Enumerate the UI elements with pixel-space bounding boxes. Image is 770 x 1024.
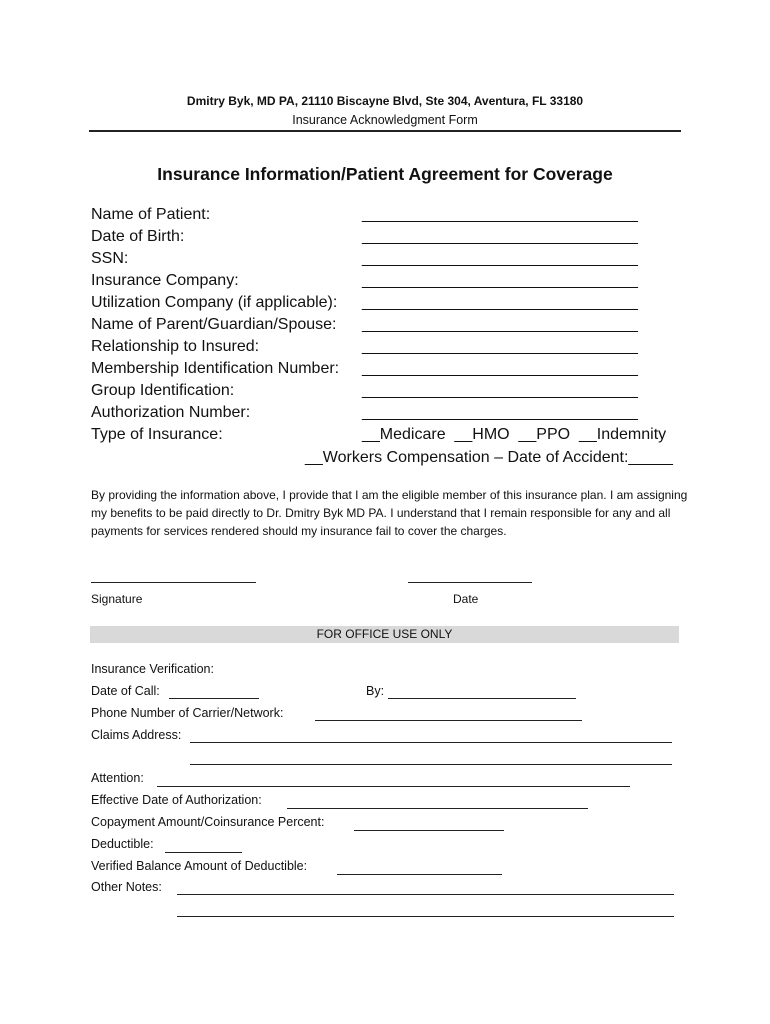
attention-label: Attention: xyxy=(91,771,144,785)
deductible-line[interactable] xyxy=(165,852,242,853)
type-of-insurance-label: Type of Insurance: xyxy=(91,426,223,443)
insurance-company-label: Insurance Company: xyxy=(91,272,239,289)
signature-label: Signature xyxy=(91,592,143,606)
signature-line[interactable] xyxy=(91,582,256,583)
date-of-birth-label: Date of Birth: xyxy=(91,228,185,245)
form-title: Insurance Information/Patient Agreement for Coverage xyxy=(157,164,613,184)
parent-guardian-spouse-field[interactable]: _______________________________ xyxy=(362,316,638,333)
claims-address-line-2[interactable] xyxy=(190,764,672,765)
relationship-label: Relationship to Insured: xyxy=(91,338,260,355)
effective-date-label: Effective Date of Authorization: xyxy=(91,793,262,807)
effective-date-line[interactable] xyxy=(287,808,588,809)
attention-line[interactable] xyxy=(157,786,630,787)
parent-guardian-spouse-label: Name of Parent/Guardian/Spouse: xyxy=(91,316,337,333)
phone-number-label: Phone Number of Carrier/Network: xyxy=(91,706,284,720)
insurance-type-options[interactable]: __Medicare __HMO __PPO __Indemnity xyxy=(362,426,667,443)
insurance-verification-label: Insurance Verification: xyxy=(91,662,214,676)
membership-id-field[interactable]: _______________________________ xyxy=(362,360,638,377)
other-notes-label: Other Notes: xyxy=(91,880,162,894)
date-line[interactable] xyxy=(408,582,532,583)
membership-id-label: Membership Identification Number: xyxy=(91,360,340,377)
date-of-birth-field[interactable]: _______________________________ xyxy=(362,228,638,245)
by-line[interactable] xyxy=(388,698,576,699)
copay-label: Copayment Amount/Coinsurance Percent: xyxy=(91,815,325,829)
by-label: By: xyxy=(366,684,385,698)
utilization-company-label: Utilization Company (if applicable): xyxy=(91,294,338,311)
form-name: Insurance Acknowledgment Form xyxy=(292,113,478,127)
practice-header: Dmitry Byk, MD PA, 21110 Biscayne Blvd, Ste 304, Aventura, FL 33180 xyxy=(186,94,584,108)
agreement-text: By providing the information above, I provide that I am the eligible member of this insurance plan. I am assigning my benefits to be paid directly to Dr. Dmitry Byk MD PA. I understand that I remain responsible for any and all payments for services rendered should my insurance fail to cover the charges. xyxy=(91,488,688,538)
copay-line[interactable] xyxy=(354,830,504,831)
ssn-label: SSN: xyxy=(91,250,129,267)
relationship-field[interactable]: _______________________________ xyxy=(362,338,638,355)
other-notes-line-1[interactable] xyxy=(177,894,674,895)
utilization-company-field[interactable]: _______________________________ xyxy=(362,294,638,311)
date-of-call-label: Date of Call: xyxy=(91,684,160,698)
insurance-company-field[interactable]: _______________________________ xyxy=(362,272,638,289)
office-use-banner: FOR OFFICE USE ONLY xyxy=(90,626,679,643)
deductible-label: Deductible: xyxy=(91,837,154,851)
verified-balance-line[interactable] xyxy=(337,874,502,875)
date-label: Date xyxy=(453,592,479,606)
header-divider xyxy=(89,130,681,132)
group-id-label: Group Identification: xyxy=(91,382,235,399)
ssn-field[interactable]: _______________________________ xyxy=(362,250,638,267)
date-of-call-line[interactable] xyxy=(169,698,259,699)
claims-address-line-1[interactable] xyxy=(190,742,672,743)
group-id-field[interactable]: _______________________________ xyxy=(362,382,638,399)
phone-number-line[interactable] xyxy=(315,720,582,721)
claims-address-label: Claims Address: xyxy=(91,728,182,742)
other-notes-line-2[interactable] xyxy=(177,916,674,917)
authorization-number-label: Authorization Number: xyxy=(91,404,251,421)
verified-balance-label: Verified Balance Amount of Deductible: xyxy=(91,859,308,873)
authorization-number-field[interactable]: _______________________________ xyxy=(362,404,638,421)
name-of-patient-field[interactable]: _______________________________ xyxy=(362,206,638,223)
workers-comp-option[interactable]: __Workers Compensation – Date of Accident:_____ xyxy=(305,449,673,466)
name-of-patient-label: Name of Patient: xyxy=(91,206,211,223)
